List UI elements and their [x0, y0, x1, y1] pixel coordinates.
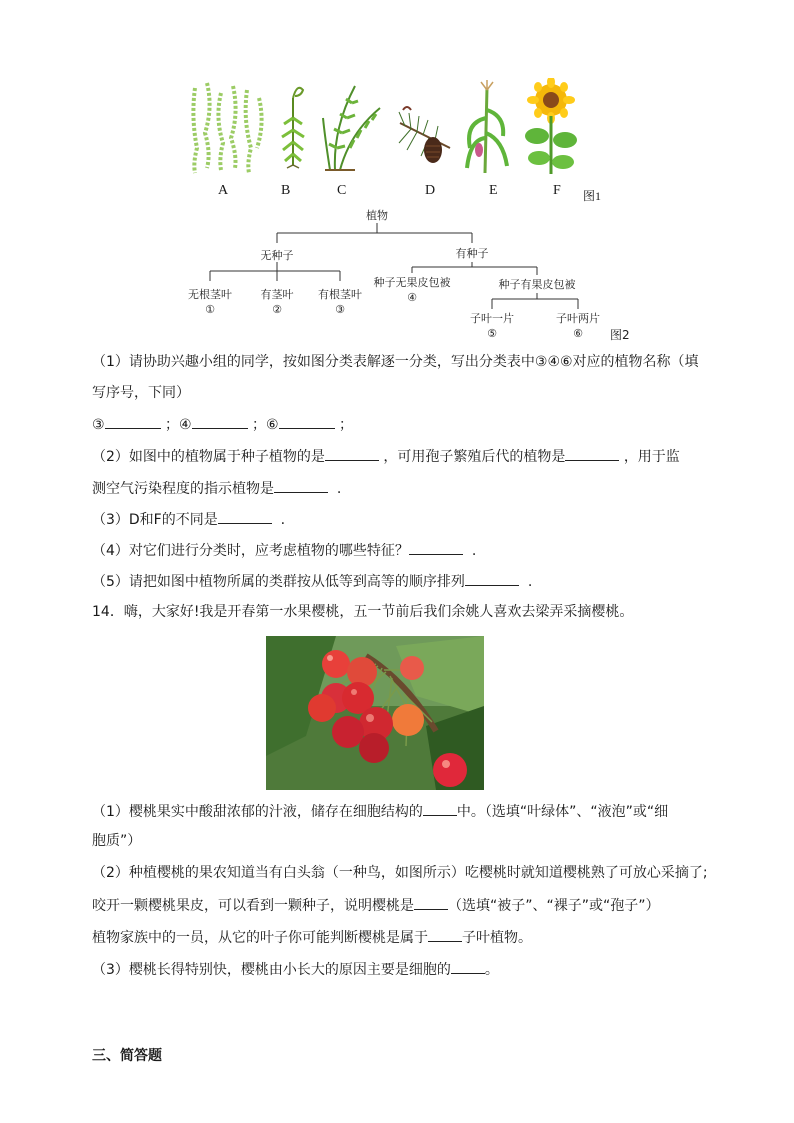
- cotyledon-blank[interactable]: [428, 927, 462, 942]
- answer-4-label: ；④: [165, 417, 192, 433]
- tree-has-seed: 有种子: [455, 247, 489, 260]
- figure1-label-c: C: [337, 183, 347, 198]
- tree-leaf3: 有根茎叶: [318, 288, 362, 301]
- answer-6-label: ；⑥: [252, 417, 279, 433]
- q13-p2-text-b: ，可用孢子繁殖后代的植物是: [383, 449, 566, 465]
- answer-6-blank[interactable]: [279, 414, 335, 429]
- indicator-plant-blank[interactable]: [274, 478, 328, 493]
- figure2-classification-tree: [180, 205, 650, 350]
- q13-p5-end: .: [527, 574, 533, 590]
- q14-p2-line1: （2）种植樱桃的果农知道当有白头翁（一种鸟，如图所示）吃樱桃时就知道樱桃熟了可放心采摘了;: [92, 865, 708, 881]
- tree-covered-seed: 种子有果皮包被: [498, 278, 576, 291]
- q13-p1-answers: [92, 414, 353, 435]
- q14-p2-text-d: 子叶植物。: [462, 930, 532, 946]
- answer-4-blank[interactable]: [192, 414, 248, 429]
- spore-plants-blank[interactable]: [565, 446, 619, 461]
- figure1-label-f: F: [553, 183, 561, 198]
- section-heading: 三、简答题: [92, 1048, 162, 1064]
- q13-p3: [92, 509, 285, 530]
- q13-p5: [92, 571, 532, 592]
- tree-dicot: 子叶两片: [556, 312, 600, 325]
- q14-p3-text: （3）樱桃长得特别快，樱桃由小长大的原因主要是细胞的: [92, 962, 451, 978]
- plant-type-blank[interactable]: [414, 895, 448, 910]
- q14-p2-text-b: （选填“被子”、“裸子”或“孢子”）: [448, 898, 660, 914]
- q13-p5-text: （5）请把如图中植物所属的类群按从低等到高等的顺序排列: [92, 574, 465, 590]
- tree-dicot-num: ⑥: [573, 327, 583, 340]
- answer-3-label: ③: [92, 417, 105, 433]
- q13-p3-text: （3）D和F的不同是: [92, 512, 218, 528]
- figure1-label-d: D: [425, 183, 436, 198]
- algae-illustration: [193, 83, 261, 173]
- q14-p3-end: 。: [484, 962, 499, 978]
- q13-p2-end: .: [336, 481, 342, 497]
- tree-naked-num: ④: [407, 291, 417, 304]
- q13-p2-line2: [92, 478, 341, 499]
- q14-p1-line1: [92, 801, 668, 822]
- tree-leaf3-num: ③: [335, 303, 345, 316]
- cell-structure-blank[interactable]: [423, 801, 457, 816]
- q13-p4-text: （4）对它们进行分类时，应考虑植物的哪些特征？: [92, 543, 409, 559]
- tree-leaf1-num: ①: [205, 303, 215, 316]
- tree-leaf1: 无根茎叶: [188, 288, 232, 301]
- q13-p2-text-d: 测空气污染程度的指示植物是: [92, 481, 274, 497]
- q13-p1-line1: （1）请协助兴趣小组的同学，按如图分类表解逐一分类，写出分类表中③④⑥对应的植物名称（填: [92, 354, 699, 370]
- d-f-difference-blank[interactable]: [218, 509, 272, 524]
- q13-p4: [92, 540, 476, 561]
- tree-mono-num: ⑤: [487, 327, 497, 340]
- pine-illustration: [399, 107, 450, 163]
- q13-p4-end: .: [471, 543, 477, 559]
- answer-3-blank[interactable]: [105, 414, 161, 429]
- figure2-caption: 图2: [610, 328, 630, 342]
- corn-illustration: [467, 80, 507, 173]
- q14-p2-line3: [92, 927, 532, 948]
- q13-p2-text-a: （2）如图中的植物属于种子植物的是: [92, 449, 325, 465]
- figure1-label-a: A: [218, 183, 229, 198]
- sunflower-illustration: [525, 78, 577, 174]
- tree-mono: 子叶一片: [470, 312, 514, 325]
- tree-no-seed: 无种子: [260, 249, 294, 262]
- tree-root: 植物: [366, 209, 388, 222]
- tree-naked-seed: 种子无果皮包被: [373, 276, 451, 289]
- q14-p2-line2: [92, 895, 660, 916]
- classification-features-blank[interactable]: [409, 540, 463, 555]
- cherry-photo: [266, 636, 484, 790]
- moss-illustration: [282, 88, 304, 168]
- figure1-caption: 图1: [583, 189, 602, 203]
- q14-p2-text-c: 植物家族中的一员，从它的叶子你可能判断樱桃是属于: [92, 930, 428, 946]
- q14-p1-line2: 胞质”）: [92, 833, 142, 849]
- q14-p2-text-a: 咬开一颗樱桃果皮，可以看到一颗种子，说明樱桃是: [92, 898, 414, 914]
- q13-p1-line2: 写序号，下同）: [92, 385, 190, 401]
- fern-illustration: [323, 86, 380, 170]
- cell-growth-blank[interactable]: [451, 959, 485, 974]
- figure1-label-b: B: [281, 183, 291, 198]
- answer-end: ；: [339, 417, 354, 433]
- figure1-plant-illustrations: [185, 78, 585, 178]
- q14-p3: [92, 959, 499, 980]
- q13-p2-text-c: ，用于监: [623, 449, 680, 465]
- figure1-label-e: E: [489, 183, 498, 198]
- tree-leaf2: 有茎叶: [260, 288, 294, 301]
- evolution-order-blank[interactable]: [465, 571, 519, 586]
- q14-p1-text-a: （1）樱桃果实中酸甜浓郁的汁液，储存在细胞结构的: [92, 804, 423, 820]
- tree-leaf2-num: ②: [272, 303, 282, 316]
- q14-intro: 14．嗨，大家好!我是开春第一水果樱桃，五一节前后我们余姚人喜欢去梁弄采摘樱桃。: [92, 604, 634, 620]
- q13-p3-end: .: [280, 512, 286, 528]
- seed-plants-blank[interactable]: [325, 446, 379, 461]
- q14-p1-text-b: 中。（选填“叶绿体”、“液泡”或“细: [456, 804, 669, 820]
- q13-p2-line1: [92, 446, 680, 467]
